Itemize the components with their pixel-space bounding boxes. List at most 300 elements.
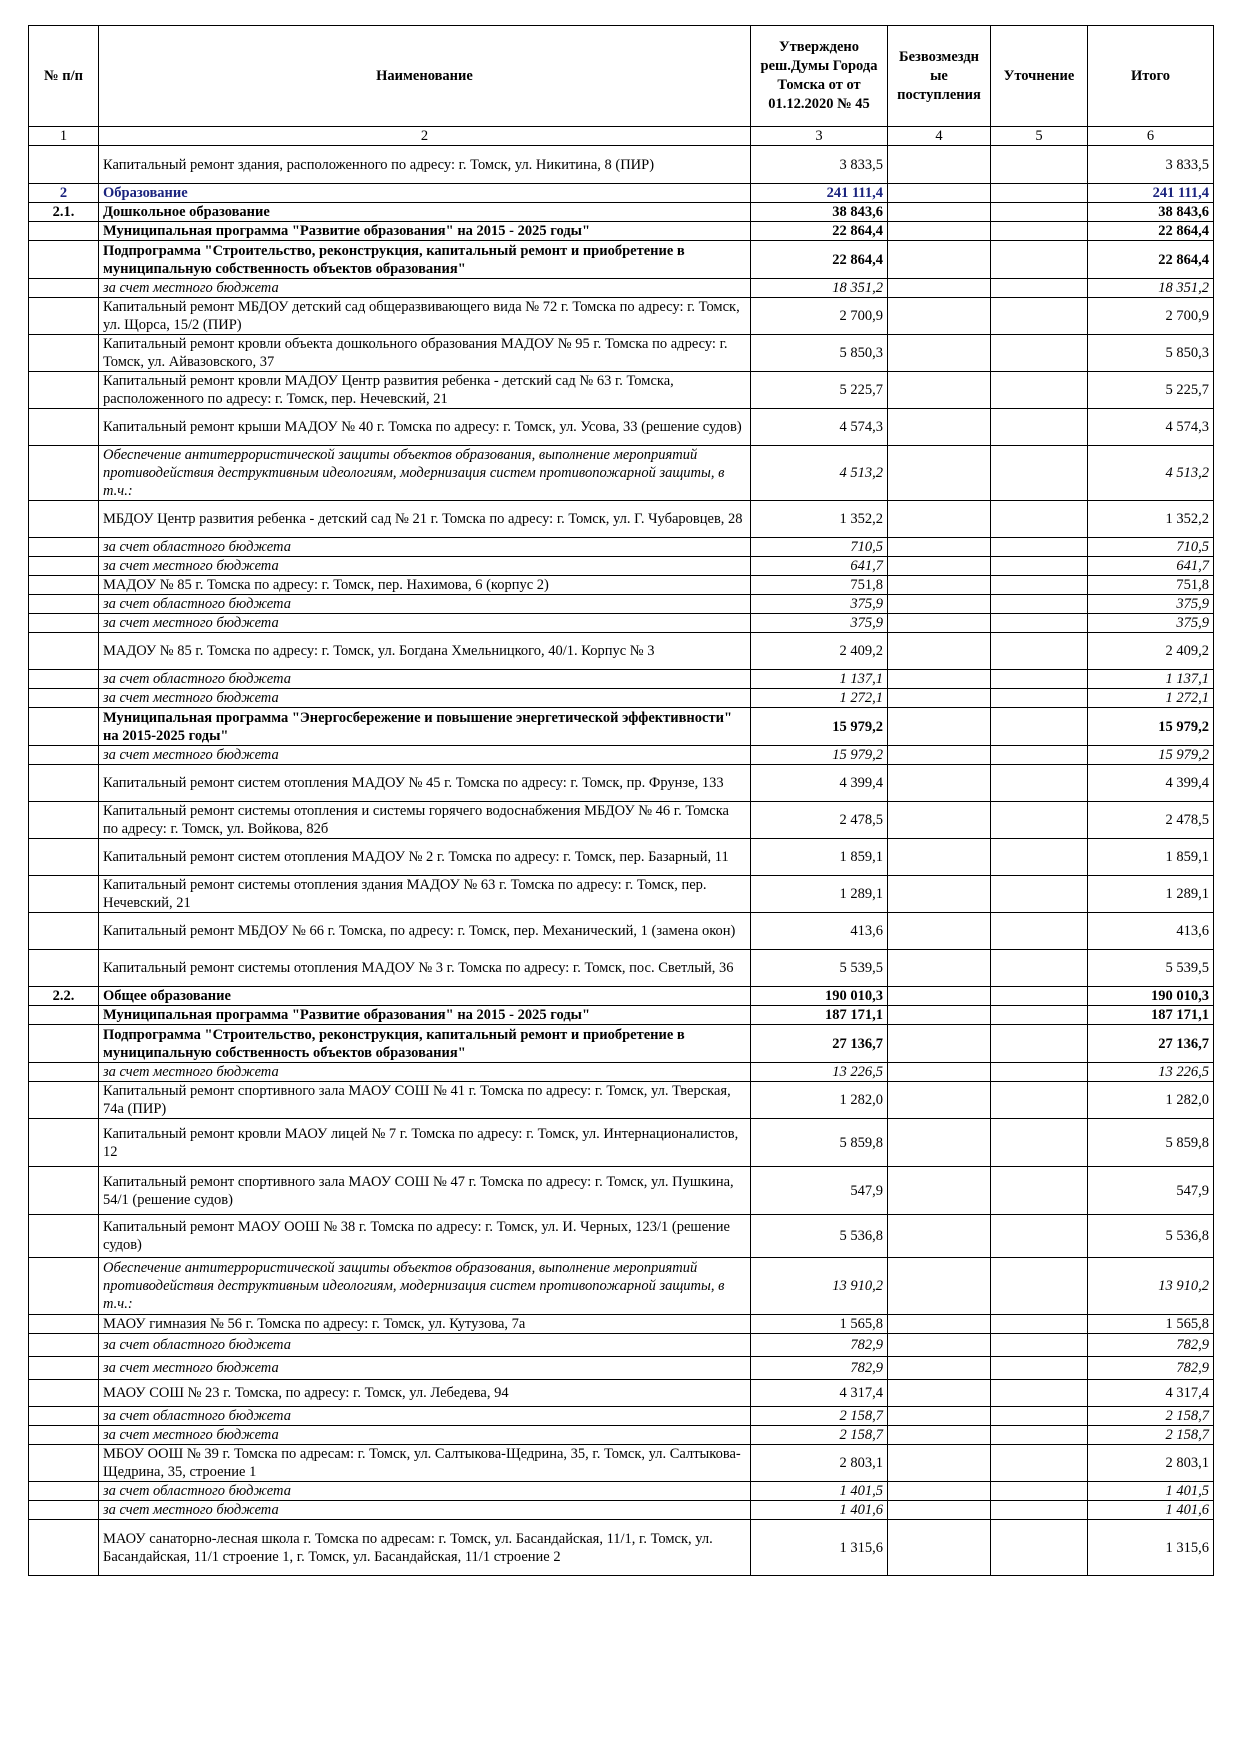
table-row <box>29 1082 1214 1119</box>
row-number-cell <box>29 372 99 409</box>
row-number-cell <box>29 1119 99 1167</box>
total-amount-cell: 4 513,2 <box>1088 446 1214 501</box>
adjustment-cell <box>991 335 1088 372</box>
row-number-cell <box>29 1357 99 1380</box>
table-row <box>29 222 1214 241</box>
row-number-cell <box>29 446 99 501</box>
row-number-cell <box>29 708 99 746</box>
column-number: 1 <box>29 127 99 146</box>
adjustment-cell <box>991 1501 1088 1520</box>
approved-amount-cell: 2 803,1 <box>751 1445 888 1482</box>
adjustment-cell <box>991 501 1088 538</box>
row-number-cell <box>29 1025 99 1063</box>
free-receipts-cell <box>888 557 991 576</box>
free-receipts-cell <box>888 1357 991 1380</box>
free-receipts-cell <box>888 1167 991 1215</box>
table-row <box>29 913 1214 950</box>
row-number-cell <box>29 633 99 670</box>
free-receipts-cell <box>888 1334 991 1357</box>
row-name-cell: Капитальный ремонт систем отопления МАДОУ № 45 г. Томска по адресу: г. Томск, пр. Фрунзе, 133 <box>99 765 751 802</box>
approved-amount-cell: 190 010,3 <box>751 987 888 1006</box>
approved-amount-cell: 2 409,2 <box>751 633 888 670</box>
table-row <box>29 1501 1214 1520</box>
free-receipts-cell <box>888 184 991 203</box>
total-amount-cell: 1 401,6 <box>1088 1501 1214 1520</box>
adjustment-cell <box>991 1025 1088 1063</box>
free-receipts-cell <box>888 538 991 557</box>
approved-amount-cell: 4 399,4 <box>751 765 888 802</box>
approved-amount-cell: 5 536,8 <box>751 1215 888 1258</box>
adjustment-cell <box>991 1215 1088 1258</box>
total-amount-cell: 751,8 <box>1088 576 1214 595</box>
approved-amount-cell: 1 401,6 <box>751 1501 888 1520</box>
row-number-cell <box>29 614 99 633</box>
row-name-cell: Капитальный ремонт МБДОУ детский сад общеразвивающего вида № 72 г. Томска по адресу: г. Томск, ул. Щорса, 15/2 (ПИР) <box>99 298 751 335</box>
free-receipts-cell <box>888 1315 991 1334</box>
total-amount-cell: 190 010,3 <box>1088 987 1214 1006</box>
table-row <box>29 241 1214 279</box>
free-receipts-cell <box>888 446 991 501</box>
table-row <box>29 538 1214 557</box>
row-number-cell: 2.1. <box>29 203 99 222</box>
approved-amount-cell: 13 226,5 <box>751 1063 888 1082</box>
total-amount-cell: 13 226,5 <box>1088 1063 1214 1082</box>
free-receipts-cell <box>888 950 991 987</box>
row-name-cell: за счет областного бюджета <box>99 1482 751 1501</box>
adjustment-cell <box>991 708 1088 746</box>
free-receipts-cell <box>888 1501 991 1520</box>
table-row <box>29 279 1214 298</box>
free-receipts-cell <box>888 335 991 372</box>
table-row <box>29 595 1214 614</box>
row-number-cell <box>29 1082 99 1119</box>
row-number-cell <box>29 279 99 298</box>
total-amount-cell: 18 351,2 <box>1088 279 1214 298</box>
free-receipts-cell <box>888 409 991 446</box>
row-name-cell: Образование <box>99 184 751 203</box>
header-free-receipts: Безвозмездн ые поступления <box>888 26 991 127</box>
adjustment-cell <box>991 1119 1088 1167</box>
table-row <box>29 1445 1214 1482</box>
column-number-row <box>29 127 1214 146</box>
header-total: Итого <box>1088 26 1214 127</box>
table-row <box>29 1334 1214 1357</box>
total-amount-cell: 375,9 <box>1088 614 1214 633</box>
total-amount-cell: 2 409,2 <box>1088 633 1214 670</box>
table-row <box>29 501 1214 538</box>
free-receipts-cell <box>888 633 991 670</box>
header-number: № п/п <box>29 26 99 127</box>
table-row <box>29 335 1214 372</box>
table-row <box>29 203 1214 222</box>
table-row <box>29 1520 1214 1576</box>
column-number: 5 <box>991 127 1088 146</box>
adjustment-cell <box>991 1167 1088 1215</box>
free-receipts-cell <box>888 746 991 765</box>
table-row <box>29 950 1214 987</box>
total-amount-cell: 5 536,8 <box>1088 1215 1214 1258</box>
free-receipts-cell <box>888 241 991 279</box>
row-number-cell <box>29 913 99 950</box>
approved-amount-cell: 5 225,7 <box>751 372 888 409</box>
total-amount-cell: 2 478,5 <box>1088 802 1214 839</box>
table-header-row <box>29 26 1214 127</box>
row-name-cell: Капитальный ремонт системы отопления здания МАДОУ № 63 г. Томска по адресу: г. Томск, пер. Нечевский, 21 <box>99 876 751 913</box>
approved-amount-cell: 3 833,5 <box>751 146 888 184</box>
table-row <box>29 876 1214 913</box>
approved-amount-cell: 15 979,2 <box>751 708 888 746</box>
row-name-cell: за счет местного бюджета <box>99 1357 751 1380</box>
free-receipts-cell <box>888 876 991 913</box>
total-amount-cell: 3 833,5 <box>1088 146 1214 184</box>
total-amount-cell: 22 864,4 <box>1088 241 1214 279</box>
approved-amount-cell: 5 850,3 <box>751 335 888 372</box>
free-receipts-cell <box>888 1119 991 1167</box>
row-name-cell: Капитальный ремонт кровли МАОУ лицей № 7 г. Томска по адресу: г. Томск, ул. Интернационалистов, 12 <box>99 1119 751 1167</box>
row-name-cell: МБОУ ООШ № 39 г. Томска по адресам: г. Томск, ул. Салтыкова-Щедрина, 35, г. Томск, ул. Салтыкова-Щедрина, 35, строение 1 <box>99 1445 751 1482</box>
row-name-cell: Муниципальная программа "Энергосбережение и повышение энергетической эффективности" на 2015-2025 годы" <box>99 708 751 746</box>
free-receipts-cell <box>888 1082 991 1119</box>
table-row <box>29 765 1214 802</box>
total-amount-cell: 4 399,4 <box>1088 765 1214 802</box>
approved-amount-cell: 4 317,4 <box>751 1380 888 1407</box>
approved-amount-cell: 1 401,5 <box>751 1482 888 1501</box>
row-number-cell <box>29 1334 99 1357</box>
adjustment-cell <box>991 279 1088 298</box>
adjustment-cell <box>991 146 1088 184</box>
row-name-cell: Капитальный ремонт кровли объекта дошкольного образования МАДОУ № 95 г. Томска по адресу: г. Томск, ул. Айвазовского, 37 <box>99 335 751 372</box>
adjustment-cell <box>991 746 1088 765</box>
table-row <box>29 670 1214 689</box>
row-name-cell: за счет местного бюджета <box>99 689 751 708</box>
approved-amount-cell: 15 979,2 <box>751 746 888 765</box>
row-number-cell <box>29 146 99 184</box>
free-receipts-cell <box>888 146 991 184</box>
row-name-cell: Подпрограмма "Строительство, реконструкция, капитальный ремонт и приобретение в муниципальную собственность объектов образования" <box>99 1025 751 1063</box>
total-amount-cell: 641,7 <box>1088 557 1214 576</box>
approved-amount-cell: 38 843,6 <box>751 203 888 222</box>
total-amount-cell: 2 700,9 <box>1088 298 1214 335</box>
total-amount-cell: 710,5 <box>1088 538 1214 557</box>
table-row <box>29 446 1214 501</box>
row-name-cell: за счет областного бюджета <box>99 670 751 689</box>
adjustment-cell <box>991 538 1088 557</box>
approved-amount-cell: 2 158,7 <box>751 1407 888 1426</box>
total-amount-cell: 5 850,3 <box>1088 335 1214 372</box>
adjustment-cell <box>991 839 1088 876</box>
row-number-cell: 2 <box>29 184 99 203</box>
row-number-cell <box>29 876 99 913</box>
adjustment-cell <box>991 1426 1088 1445</box>
adjustment-cell <box>991 614 1088 633</box>
table-row <box>29 987 1214 1006</box>
row-name-cell: Капитальный ремонт МБДОУ № 66 г. Томска, по адресу: г. Томск, пер. Механический, 1 (замена окон) <box>99 913 751 950</box>
total-amount-cell: 5 225,7 <box>1088 372 1214 409</box>
row-number-cell <box>29 950 99 987</box>
approved-amount-cell: 1 282,0 <box>751 1082 888 1119</box>
approved-amount-cell: 547,9 <box>751 1167 888 1215</box>
total-amount-cell: 2 158,7 <box>1088 1426 1214 1445</box>
total-amount-cell: 187 171,1 <box>1088 1006 1214 1025</box>
row-name-cell: за счет местного бюджета <box>99 557 751 576</box>
row-name-cell: МАОУ СОШ № 23 г. Томска, по адресу: г. Томск, ул. Лебедева, 94 <box>99 1380 751 1407</box>
row-name-cell: Капитальный ремонт систем отопления МАДОУ № 2 г. Томска по адресу: г. Томск, пер. Базарный, 11 <box>99 839 751 876</box>
total-amount-cell: 1 352,2 <box>1088 501 1214 538</box>
adjustment-cell <box>991 241 1088 279</box>
adjustment-cell <box>991 689 1088 708</box>
total-amount-cell: 1 315,6 <box>1088 1520 1214 1576</box>
table-row <box>29 1482 1214 1501</box>
free-receipts-cell <box>888 1445 991 1482</box>
column-number: 3 <box>751 127 888 146</box>
adjustment-cell <box>991 802 1088 839</box>
table-row <box>29 1215 1214 1258</box>
free-receipts-cell <box>888 670 991 689</box>
adjustment-cell <box>991 876 1088 913</box>
row-number-cell <box>29 1520 99 1576</box>
row-name-cell: МАДОУ № 85 г. Томска по адресу: г. Томск, пер. Нахимова, 6 (корпус 2) <box>99 576 751 595</box>
approved-amount-cell: 2 158,7 <box>751 1426 888 1445</box>
total-amount-cell: 1 401,5 <box>1088 1482 1214 1501</box>
table-row <box>29 614 1214 633</box>
adjustment-cell <box>991 670 1088 689</box>
adjustment-cell <box>991 1258 1088 1315</box>
free-receipts-cell <box>888 1063 991 1082</box>
adjustment-cell <box>991 913 1088 950</box>
row-name-cell: МАОУ санаторно-лесная школа г. Томска по адресам: г. Томск, ул. Басандайская, 11/1, г. Томск, ул. Басандайская, 11/1 строение 1, г. Томск, ул. Басандайская, 11/1 строение 2 <box>99 1520 751 1576</box>
free-receipts-cell <box>888 1258 991 1315</box>
total-amount-cell: 2 803,1 <box>1088 1445 1214 1482</box>
column-number: 4 <box>888 127 991 146</box>
table-row <box>29 1063 1214 1082</box>
free-receipts-cell <box>888 839 991 876</box>
table-row <box>29 576 1214 595</box>
row-number-cell <box>29 1482 99 1501</box>
row-name-cell: за счет местного бюджета <box>99 279 751 298</box>
free-receipts-cell <box>888 614 991 633</box>
table-row <box>29 409 1214 446</box>
row-name-cell: Капитальный ремонт кровли МАДОУ Центр развития ребенка - детский сад № 63 г. Томска, расположенного по адресу: г. Томск, пер. Нечевский, 21 <box>99 372 751 409</box>
row-name-cell: Обеспечение антитеррористической защиты объектов образования, выполнение мероприятий противодействия деструктивным идеологиям, модернизация систем противопожарной защиты, в т.ч.: <box>99 446 751 501</box>
approved-amount-cell: 13 910,2 <box>751 1258 888 1315</box>
total-amount-cell: 38 843,6 <box>1088 203 1214 222</box>
approved-amount-cell: 375,9 <box>751 614 888 633</box>
header-name: Наименование <box>99 26 751 127</box>
adjustment-cell <box>991 184 1088 203</box>
free-receipts-cell <box>888 501 991 538</box>
total-amount-cell: 782,9 <box>1088 1357 1214 1380</box>
row-number-cell <box>29 802 99 839</box>
free-receipts-cell <box>888 913 991 950</box>
row-name-cell: за счет областного бюджета <box>99 1407 751 1426</box>
free-receipts-cell <box>888 279 991 298</box>
total-amount-cell: 5 539,5 <box>1088 950 1214 987</box>
table-row <box>29 1025 1214 1063</box>
free-receipts-cell <box>888 595 991 614</box>
table-row <box>29 746 1214 765</box>
free-receipts-cell <box>888 1215 991 1258</box>
table-row <box>29 1258 1214 1315</box>
approved-amount-cell: 375,9 <box>751 595 888 614</box>
approved-amount-cell: 1 137,1 <box>751 670 888 689</box>
free-receipts-cell <box>888 689 991 708</box>
approved-amount-cell: 641,7 <box>751 557 888 576</box>
free-receipts-cell <box>888 1482 991 1501</box>
free-receipts-cell <box>888 708 991 746</box>
row-number-cell <box>29 1063 99 1082</box>
adjustment-cell <box>991 765 1088 802</box>
adjustment-cell <box>991 1445 1088 1482</box>
row-name-cell: за счет местного бюджета <box>99 614 751 633</box>
row-number-cell <box>29 1445 99 1482</box>
adjustment-cell <box>991 576 1088 595</box>
row-number-cell <box>29 1258 99 1315</box>
approved-amount-cell: 4 574,3 <box>751 409 888 446</box>
row-number-cell <box>29 557 99 576</box>
row-name-cell: Капитальный ремонт системы отопления и системы горячего водоснабжения МБДОУ № 46 г. Томска по адресу: г. Томск, ул. Войкова, 82б <box>99 802 751 839</box>
row-number-cell <box>29 1380 99 1407</box>
approved-amount-cell: 18 351,2 <box>751 279 888 298</box>
approved-amount-cell: 1 289,1 <box>751 876 888 913</box>
header-adjustment: Уточнение <box>991 26 1088 127</box>
total-amount-cell: 2 158,7 <box>1088 1407 1214 1426</box>
row-name-cell: Капитальный ремонт системы отопления МАДОУ № 3 г. Томска по адресу: г. Томск, пос. Светлый, 36 <box>99 950 751 987</box>
table-row <box>29 1426 1214 1445</box>
adjustment-cell <box>991 1315 1088 1334</box>
approved-amount-cell: 22 864,4 <box>751 222 888 241</box>
total-amount-cell: 547,9 <box>1088 1167 1214 1215</box>
row-name-cell: за счет областного бюджета <box>99 1334 751 1357</box>
total-amount-cell: 5 859,8 <box>1088 1119 1214 1167</box>
approved-amount-cell: 1 315,6 <box>751 1520 888 1576</box>
document-page <box>28 25 1213 1576</box>
row-number-cell <box>29 298 99 335</box>
approved-amount-cell: 241 111,4 <box>751 184 888 203</box>
free-receipts-cell <box>888 1380 991 1407</box>
total-amount-cell: 1 565,8 <box>1088 1315 1214 1334</box>
row-number-cell <box>29 1426 99 1445</box>
row-number-cell <box>29 670 99 689</box>
approved-amount-cell: 782,9 <box>751 1357 888 1380</box>
adjustment-cell <box>991 409 1088 446</box>
table-row <box>29 1006 1214 1025</box>
approved-amount-cell: 22 864,4 <box>751 241 888 279</box>
adjustment-cell <box>991 1520 1088 1576</box>
row-number-cell <box>29 1315 99 1334</box>
free-receipts-cell <box>888 203 991 222</box>
adjustment-cell <box>991 298 1088 335</box>
table-body <box>29 146 1214 1576</box>
total-amount-cell: 375,9 <box>1088 595 1214 614</box>
table-row <box>29 633 1214 670</box>
adjustment-cell <box>991 1063 1088 1082</box>
free-receipts-cell <box>888 1520 991 1576</box>
adjustment-cell <box>991 203 1088 222</box>
free-receipts-cell <box>888 1006 991 1025</box>
adjustment-cell <box>991 1006 1088 1025</box>
table-row <box>29 1357 1214 1380</box>
total-amount-cell: 1 137,1 <box>1088 670 1214 689</box>
table-row <box>29 184 1214 203</box>
row-number-cell <box>29 576 99 595</box>
table-row <box>29 298 1214 335</box>
table-row <box>29 1167 1214 1215</box>
adjustment-cell <box>991 1334 1088 1357</box>
adjustment-cell <box>991 950 1088 987</box>
table-row <box>29 689 1214 708</box>
adjustment-cell <box>991 1380 1088 1407</box>
total-amount-cell: 1 282,0 <box>1088 1082 1214 1119</box>
table-row <box>29 802 1214 839</box>
column-number: 2 <box>99 127 751 146</box>
free-receipts-cell <box>888 802 991 839</box>
table-row <box>29 1119 1214 1167</box>
total-amount-cell: 13 910,2 <box>1088 1258 1214 1315</box>
free-receipts-cell <box>888 222 991 241</box>
table-row <box>29 1380 1214 1407</box>
total-amount-cell: 1 289,1 <box>1088 876 1214 913</box>
table-row <box>29 372 1214 409</box>
free-receipts-cell <box>888 576 991 595</box>
approved-amount-cell: 1 565,8 <box>751 1315 888 1334</box>
total-amount-cell: 241 111,4 <box>1088 184 1214 203</box>
approved-amount-cell: 5 859,8 <box>751 1119 888 1167</box>
row-number-cell: 2.2. <box>29 987 99 1006</box>
total-amount-cell: 413,6 <box>1088 913 1214 950</box>
approved-amount-cell: 1 352,2 <box>751 501 888 538</box>
approved-amount-cell: 782,9 <box>751 1334 888 1357</box>
row-number-cell <box>29 1501 99 1520</box>
approved-amount-cell: 2 700,9 <box>751 298 888 335</box>
row-name-cell: Обеспечение антитеррористической защиты объектов образования, выполнение мероприятий противодействия деструктивным идеологиям, модернизация систем противопожарной защиты, в т.ч.: <box>99 1258 751 1315</box>
adjustment-cell <box>991 557 1088 576</box>
adjustment-cell <box>991 1407 1088 1426</box>
approved-amount-cell: 710,5 <box>751 538 888 557</box>
table-row <box>29 1315 1214 1334</box>
row-number-cell <box>29 765 99 802</box>
row-name-cell: Капитальный ремонт МАОУ ООШ № 38 г. Томска по адресу: г. Томск, ул. И. Черных, 123/1 (решение судов) <box>99 1215 751 1258</box>
total-amount-cell: 1 272,1 <box>1088 689 1214 708</box>
free-receipts-cell <box>888 1407 991 1426</box>
approved-amount-cell: 5 539,5 <box>751 950 888 987</box>
row-name-cell: Капитальный ремонт спортивного зала МАОУ СОШ № 47 г. Томска по адресу: г. Томск, ул. Пушкина, 54/1 (решение судов) <box>99 1167 751 1215</box>
table-row <box>29 557 1214 576</box>
row-number-cell <box>29 689 99 708</box>
total-amount-cell: 4 574,3 <box>1088 409 1214 446</box>
row-number-cell <box>29 1215 99 1258</box>
header-approved: Утверждено реш.Думы Города Томска от от 01.12.2020 № 45 <box>751 26 888 127</box>
row-name-cell: за счет местного бюджета <box>99 1501 751 1520</box>
row-number-cell <box>29 241 99 279</box>
free-receipts-cell <box>888 987 991 1006</box>
free-receipts-cell <box>888 765 991 802</box>
approved-amount-cell: 4 513,2 <box>751 446 888 501</box>
adjustment-cell <box>991 595 1088 614</box>
row-number-cell <box>29 595 99 614</box>
approved-amount-cell: 2 478,5 <box>751 802 888 839</box>
total-amount-cell: 22 864,4 <box>1088 222 1214 241</box>
row-number-cell <box>29 538 99 557</box>
adjustment-cell <box>991 987 1088 1006</box>
row-name-cell: за счет местного бюджета <box>99 1426 751 1445</box>
adjustment-cell <box>991 446 1088 501</box>
approved-amount-cell: 187 171,1 <box>751 1006 888 1025</box>
free-receipts-cell <box>888 1025 991 1063</box>
row-number-cell <box>29 409 99 446</box>
row-name-cell: Дошкольное образование <box>99 203 751 222</box>
row-name-cell: Подпрограмма "Строительство, реконструкция, капитальный ремонт и приобретение в муниципальную собственность объектов образования" <box>99 241 751 279</box>
row-number-cell <box>29 222 99 241</box>
